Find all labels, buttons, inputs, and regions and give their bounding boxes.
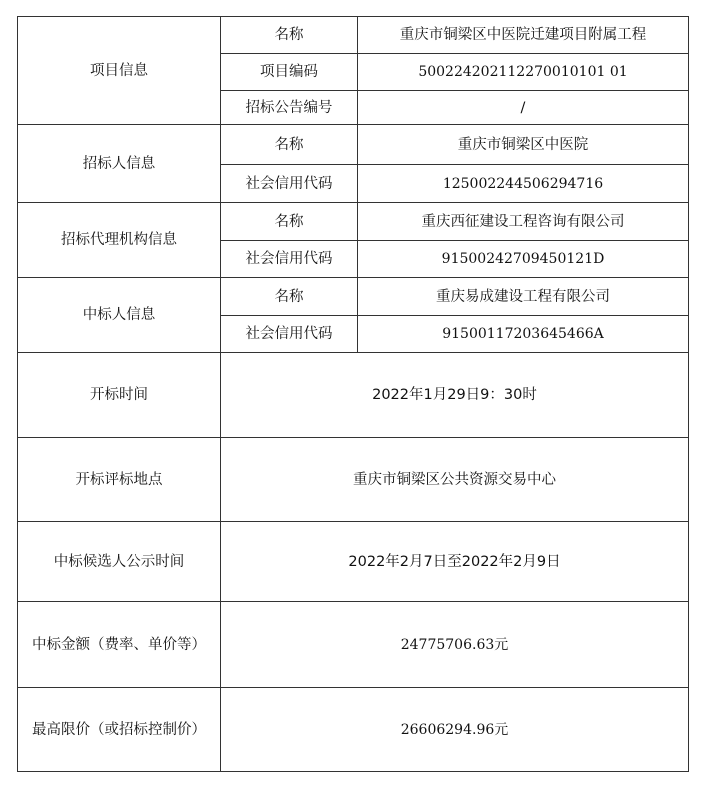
project-name-value: 重庆市铜梁区中医院迁建项目附属工程 xyxy=(358,17,689,54)
table-row xyxy=(18,125,689,165)
tenderer-name-label: 名称 xyxy=(221,125,358,165)
ceiling-price-label: 最高限价（或招标控制价） xyxy=(18,688,221,772)
winner-credit-label: 社会信用代码 xyxy=(221,316,358,353)
winner-credit-value: 91500117203645466A xyxy=(358,316,689,353)
agency-credit-value: 91500242709450121D xyxy=(358,241,689,278)
ceiling-price-value: 26606294.96元 xyxy=(221,688,689,772)
award-amount-value: 24775706.63元 xyxy=(221,602,689,688)
table-row xyxy=(18,438,689,522)
table-row xyxy=(18,353,689,438)
project-name-label: 名称 xyxy=(221,17,358,54)
opening-time-label: 开标时间 xyxy=(18,353,221,438)
project-code-value: 500224202112270010101 01 xyxy=(358,54,689,91)
winner-info-label: 中标人信息 xyxy=(18,278,221,353)
publicity-value: 2022年2月7日至2022年2月9日 xyxy=(221,522,689,602)
table-row xyxy=(18,522,689,602)
tenderer-name-value: 重庆市铜梁区中医院 xyxy=(358,125,689,165)
location-label: 开标评标地点 xyxy=(18,438,221,522)
location-value: 重庆市铜梁区公共资源交易中心 xyxy=(221,438,689,522)
agency-name-value: 重庆西征建设工程咨询有限公司 xyxy=(358,203,689,241)
table-row xyxy=(18,203,689,241)
bid-result-table xyxy=(17,16,689,772)
table-row xyxy=(18,688,689,772)
notice-number-label: 招标公告编号 xyxy=(221,91,358,125)
publicity-label: 中标候选人公示时间 xyxy=(18,522,221,602)
agency-name-label: 名称 xyxy=(221,203,358,241)
tenderer-credit-label: 社会信用代码 xyxy=(221,165,358,203)
tenderer-credit-value: 125002244506294716 xyxy=(358,165,689,203)
agency-credit-label: 社会信用代码 xyxy=(221,241,358,278)
notice-number-value: / xyxy=(358,91,689,125)
tenderer-info-label: 招标人信息 xyxy=(18,125,221,203)
table-row xyxy=(18,602,689,688)
winner-name-value: 重庆易成建设工程有限公司 xyxy=(358,278,689,316)
project-info-label: 项目信息 xyxy=(18,17,221,125)
winner-name-label: 名称 xyxy=(221,278,358,316)
project-code-label: 项目编码 xyxy=(221,54,358,91)
table-row xyxy=(18,17,689,54)
opening-time-value: 2022年1月29日9：30时 xyxy=(221,353,689,438)
agency-info-label: 招标代理机构信息 xyxy=(18,203,221,278)
award-amount-label: 中标金额（费率、单价等） xyxy=(18,602,221,688)
table-row xyxy=(18,278,689,316)
